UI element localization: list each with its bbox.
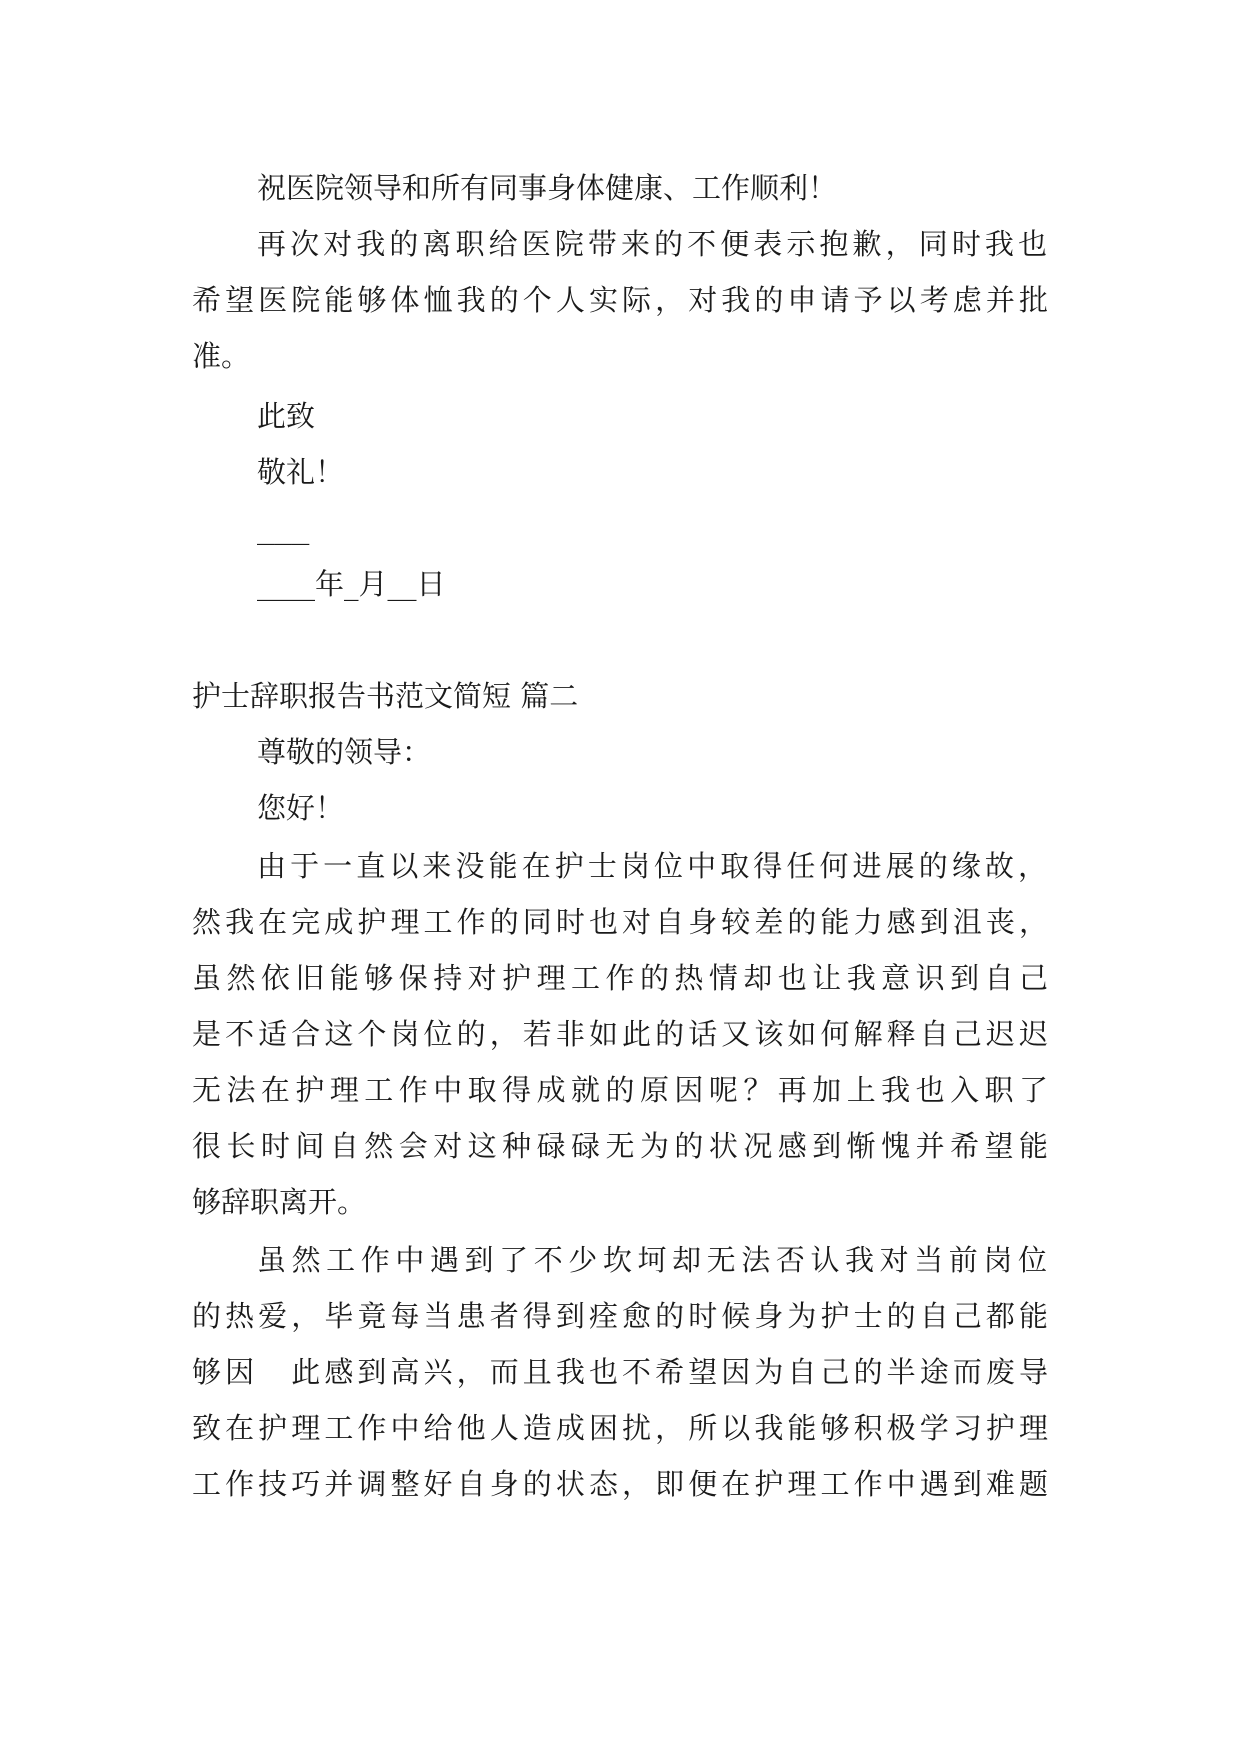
- signature-blank: ___: [257, 511, 310, 545]
- paragraph-line: 然我在完成护理工作的同时也对自身较差的能力感到沮丧，: [192, 905, 1048, 939]
- closing-wish: 祝医院领导和所有同事身体健康、工作顺利！: [257, 171, 838, 205]
- paragraph-line: 够辞职离开。: [192, 1185, 367, 1219]
- section-title: 护士辞职报告书范文简短 篇二: [192, 679, 579, 713]
- greeting-line: 您好！: [257, 791, 345, 825]
- paragraph-line: 希望医院能够体恤我的个人实际，对我的申请予以考虑并批: [192, 283, 1048, 317]
- paragraph-line: 致在护理工作中给他人造成困扰，所以我能够积极学习护理: [192, 1411, 1048, 1445]
- date-blank: ____年_月__日: [257, 567, 446, 601]
- paragraph-line: 工作技巧并调整好自身的状态，即便在护理工作中遇到难题: [192, 1467, 1048, 1501]
- salutation-line: 此致: [257, 399, 316, 433]
- paragraph-line: 虽然依旧能够保持对护理工作的热情却也让我意识到自己: [192, 961, 1048, 995]
- paragraph-line: 够因 此感到高兴，而且我也不希望因为自己的半途而废导: [192, 1355, 1048, 1389]
- paragraph-line: 是不适合这个岗位的，若非如此的话又该如何解释自己迟迟: [192, 1017, 1048, 1051]
- salutation-line: 敬礼！: [257, 455, 345, 489]
- paragraph-line: 无法在护理工作中取得成就的原因呢？再加上我也入职了: [192, 1073, 1048, 1107]
- greeting-line: 尊敬的领导：: [257, 735, 432, 769]
- paragraph-line: 准。: [192, 339, 251, 373]
- paragraph-line: 很长时间自然会对这种碌碌无为的状况感到惭愧并希望能: [192, 1129, 1048, 1163]
- paragraph-line: 的热爱，毕竟每当患者得到痊愈的时候身为护士的自己都能: [192, 1299, 1048, 1333]
- paragraph-line: 再次对我的离职给医院带来的不便表示抱歉，同时我也: [257, 227, 1047, 261]
- paragraph-line: 虽然工作中遇到了不少坎坷却无法否认我对当前岗位: [257, 1243, 1047, 1277]
- paragraph-line: 由于一直以来没能在护士岗位中取得任何进展的缘故，: [257, 849, 1047, 883]
